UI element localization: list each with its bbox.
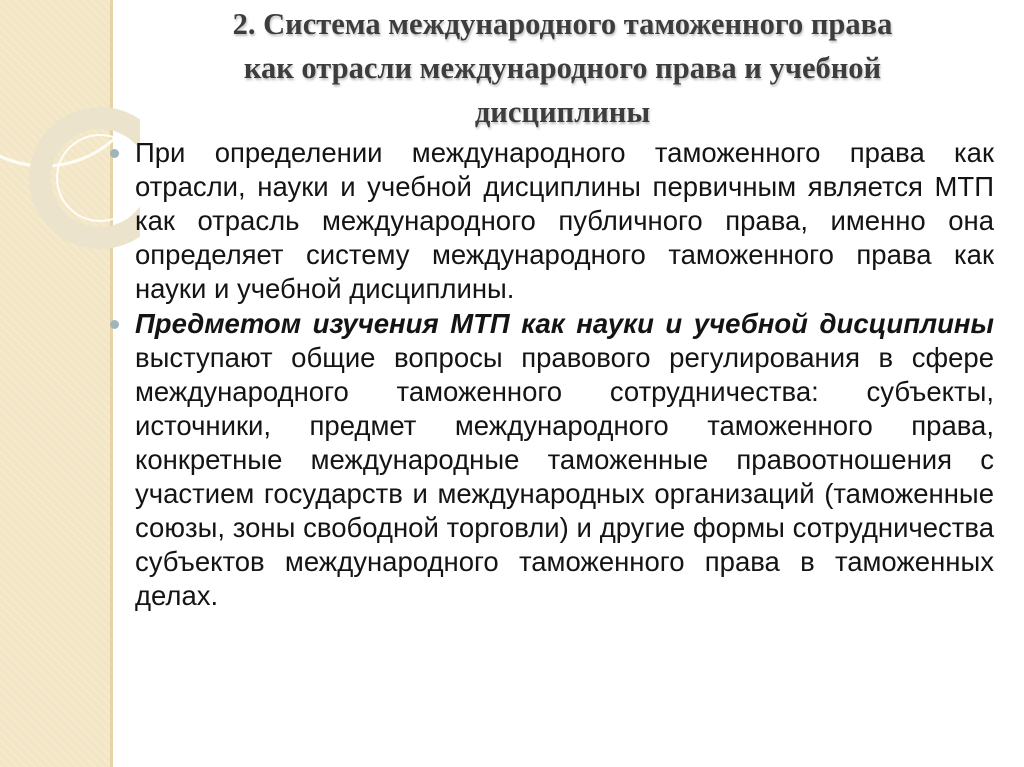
slide-body <box>104 136 994 613</box>
bullet-1-text: При определении международного таможенного права как отрасли, науки и учебной дисциплины первичным является МТП как отрасль международного публичного права, именно она определяет систему международного таможенного права как науки и учебной дисциплины. <box>135 137 994 304</box>
bullet-item-1 <box>104 136 994 306</box>
decorative-side-panel <box>0 0 112 767</box>
slide-title <box>115 2 1010 134</box>
bullet-icon <box>110 320 119 329</box>
bullet-item-2 <box>104 307 994 613</box>
title-line-2: как отрасли международного права и учебной <box>243 51 882 85</box>
bullet-2-emphasis: Предметом изучения МТП как науки и учебной дисциплины <box>135 308 994 339</box>
bullet-2-text: выступают общие вопросы правового регулирования в сфере международного таможенного сотрудничества: субъекты, источники, предмет международного таможенного права, конкретные международные таможенные правоотношения с участием государств и международных организаций (таможенные союзы, зоны свободной торговли) и другие формы сотрудничества субъектов международного таможенного права в таможенных делах. <box>135 342 994 611</box>
title-line-3: дисциплины <box>474 95 651 129</box>
bullet-icon <box>110 149 119 158</box>
title-line-1: 2. Система международного таможенного права <box>232 7 893 41</box>
